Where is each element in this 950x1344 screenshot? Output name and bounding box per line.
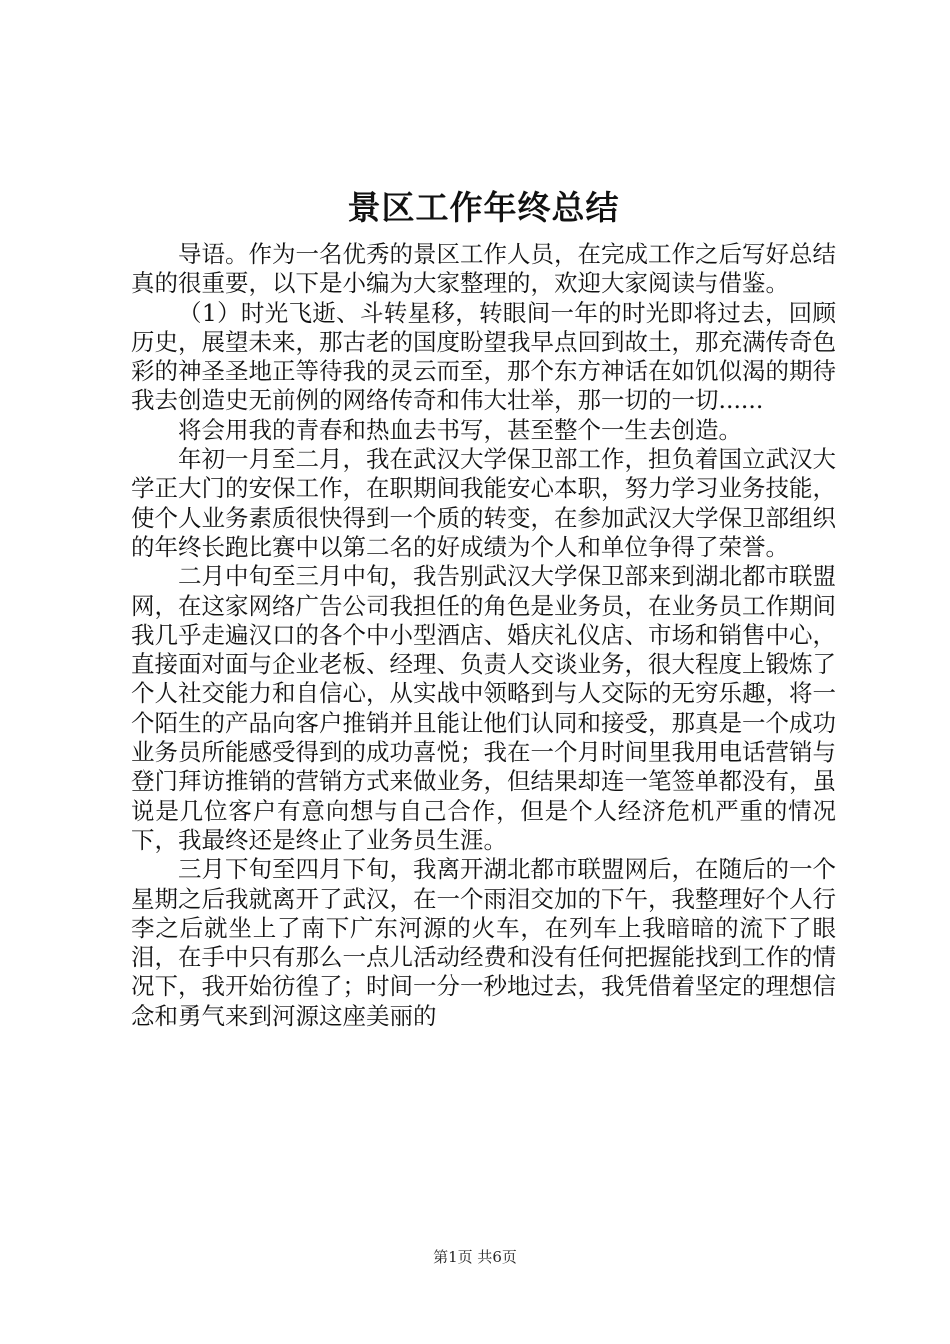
document-body — [131, 240, 836, 1031]
document-title: 景区工作年终总结 — [347, 188, 620, 227]
paragraph-5: 三月下旬至四月下旬，我离开湖北都市联盟网后，在随后的一个星期之后我就离开了武汉，在一个雨泪交加的下午，我整理好个人行李之后就坐上了南下广东河源的火车，在列车上我暗暗的流下了眼泪，在手中只有那么一点儿活动经费和没有任何把握能找到工作的情况下，我开始彷徨了；时间一分一秒地过去，我凭借着坚定的理想信念和勇气来到河源这座美丽的 — [131, 855, 836, 1030]
document-page — [131, 178, 836, 1031]
paragraph-4: 二月中旬至三月中旬，我告别武汉大学保卫部来到湖北都市联盟网，在这家网络广告公司我担任的角色是业务员，在业务员工作期间我几乎走遍汉口的各个中小型酒店、婚庆礼仪店、市场和销售中心，直接面对面与企业老板、经理、负责人交谈业务，很大程度上锻炼了个人社交能力和自信心，从实战中领略到与人交际的无穷乐趣，将一个陌生的产品向客户推销并且能让他们认同和接受，那真是一个成功业务员所能感受得到的成功喜悦；我在一个月时间里我用电话营销与登门拜访推销的营销方式来做业务，但结果却连一笔签单都没有，虽说是几位客户有意向想与自己合作，但是个人经济危机严重的情况下，我最终还是终止了业务员生涯。 — [131, 562, 836, 854]
paragraph-2: 将会用我的青春和热血去书写，甚至整个一生去创造。 — [178, 415, 742, 444]
page-footer — [0, 1246, 950, 1267]
paragraph-1: （1）时光飞逝、斗转星移，转眼间一年的时光即将过去，回顾历史，展望未来，那古老的国度盼望我早点回到故土，那充满传奇色彩的神圣圣地正等待我的灵云而至，那个东方神话在如饥似渴的期待我去创造史无前例的网络传奇和伟大壮举，那一切的一切...... — [131, 298, 836, 415]
page-number: 第1页 共6页 — [433, 1248, 517, 1266]
paragraph-intro: 导语。作为一名优秀的景区工作人员，在完成工作之后写好总结真的很重要，以下是小编为大家整理的，欢迎大家阅读与借鉴。 — [131, 240, 836, 298]
paragraph-3: 年初一月至二月，我在武汉大学保卫部工作，担负着国立武汉大学正大门的安保工作，在职期间我能安心本职，努力学习业务技能，使个人业务素质很快得到一个质的转变，在参加武汉大学保卫部组织的年终长跑比赛中以第二名的好成绩为个人和单位争得了荣誉。 — [131, 445, 836, 561]
